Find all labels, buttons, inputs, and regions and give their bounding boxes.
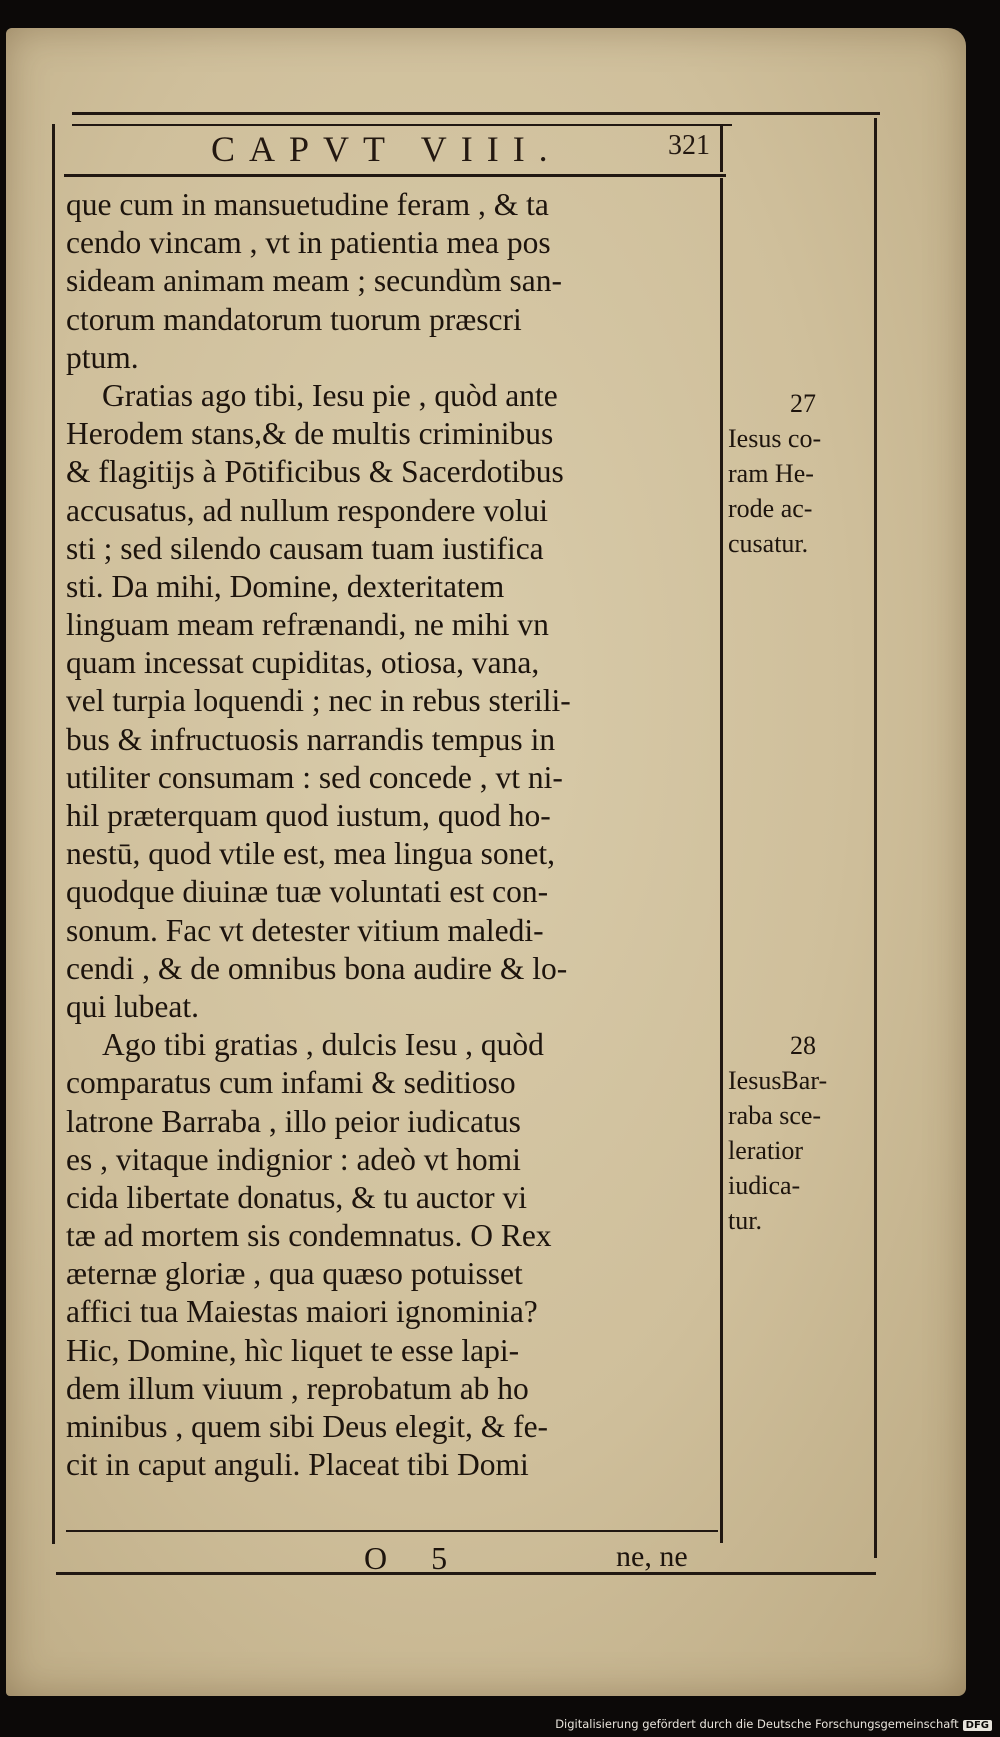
header-rule-lower [64,174,726,177]
marginal-note-line: cusatur. [728,529,809,558]
left-frame-rule [52,124,55,1544]
marginal-note-28 [728,1028,878,1238]
marginal-note-27 [728,386,878,561]
text-line: cida libertate donatus, & tu auctor vi [66,1179,527,1215]
marginal-note-line: ram He- [728,459,814,488]
book-page [6,28,966,1696]
text-line: comparatus cum infami & seditioso [66,1065,516,1101]
text-line: es , vitaque indignior : adeò vt homi [66,1141,521,1177]
header-page-rule [720,126,723,172]
text-line: quam incessat cupiditas, otiosa, vana, [66,645,540,681]
main-text-block [66,186,716,1484]
text-line: Hic, Domine, hìc liquet te esse lapi- [66,1332,520,1368]
text-line: accusatus, ad nullum respondere volui [66,492,548,528]
running-head-title: CAPVT VIII. [211,129,562,169]
marginal-note-line: IesusBar- [728,1066,828,1095]
column-divider-rule [720,178,723,1543]
text-line: ptum. [66,339,139,375]
text-line: tæ ad mortem sis condemnatus. O Rex [66,1218,552,1254]
text-line: qui lubeat. [66,988,199,1024]
catchword: ne, ne [616,1540,688,1573]
text-line: cit in caput anguli. Placeat tibi Domi [66,1447,529,1483]
top-rule [72,112,880,115]
text-line-paragraph-start: Gratias ago tibi, Iesu pie , quòd ante [102,377,558,413]
text-line: dem illum viuum , reprobatum ab ho [66,1370,529,1406]
text-line: sideam animam meam ; secundùm san- [66,263,562,299]
marginal-note-line: iudica- [728,1171,801,1200]
marginal-note-number: 27 [790,389,816,418]
bottom-rule-outer [56,1572,876,1575]
text-line: & flagitijs à Pōtificibus & Sacerdotibus [66,454,564,490]
text-line: hil præterquam quod iustum, quod ho- [66,798,551,833]
text-line: sonum. Fac vt detester vitium maledi- [66,912,544,948]
text-line: cendo vincam , vt in patientia mea pos [66,225,551,261]
marginal-note-number: 28 [790,1031,816,1060]
text-line: affici tua Maiestas maiori ignominia? [66,1294,538,1330]
marginal-note-line: leratior [728,1136,804,1165]
credit-text: Digitalisierung gefördert durch die Deutsche Forschungsgemeinschaft [555,1717,959,1731]
text-line: ctorum mandatorum tuorum præscri [66,301,522,337]
text-line: Herodem stans,& de multis criminibus [66,416,554,452]
marginal-note-line: tur. [728,1206,762,1235]
text-line-paragraph-start: Ago tibi gratias , dulcis Iesu , quòd [102,1027,544,1063]
page-number: 321 [668,130,710,161]
header-rule-upper [72,124,732,126]
dfg-logo-badge: DFG [963,1720,992,1731]
marginal-note-line: raba sce- [728,1101,822,1130]
text-line: quodque diuinæ tuæ voluntati est con- [66,874,549,910]
text-line: linguam meam refrænandi, ne mihi vn [66,607,549,643]
signature-mark: O 5 [364,1540,466,1576]
digitization-credit [555,1717,992,1731]
marginal-note-line: Iesus co- [728,424,822,453]
text-line: nestū, quod vtile est, mea lingua sonet, [66,836,556,872]
text-line: latrone Barraba , illo peior iudicatus [66,1103,521,1139]
text-line: minibus , quem sibi Deus elegit, & fe- [66,1409,549,1444]
text-line: bus & infructuosis narrandis tempus in [66,721,556,757]
bottom-rule-inner [66,1530,718,1532]
text-line: utiliter consumam : sed concede , vt ni- [66,759,563,795]
right-frame-rule [874,118,877,1558]
text-line: cendi , & de omnibus bona audire & lo- [66,950,568,986]
text-line: æternæ gloriæ , qua quæso potuisset [66,1256,523,1292]
text-line: que cum in mansuetudine feram , & ta [66,187,549,222]
text-line: sti ; sed silendo causam tuam iustifica [66,530,544,566]
marginal-note-line: rode ac- [728,494,813,523]
text-line: vel turpia loquendi ; nec in rebus sterili- [66,683,571,719]
text-line: sti. Da mihi, Domine, dexteritatem [66,568,505,604]
